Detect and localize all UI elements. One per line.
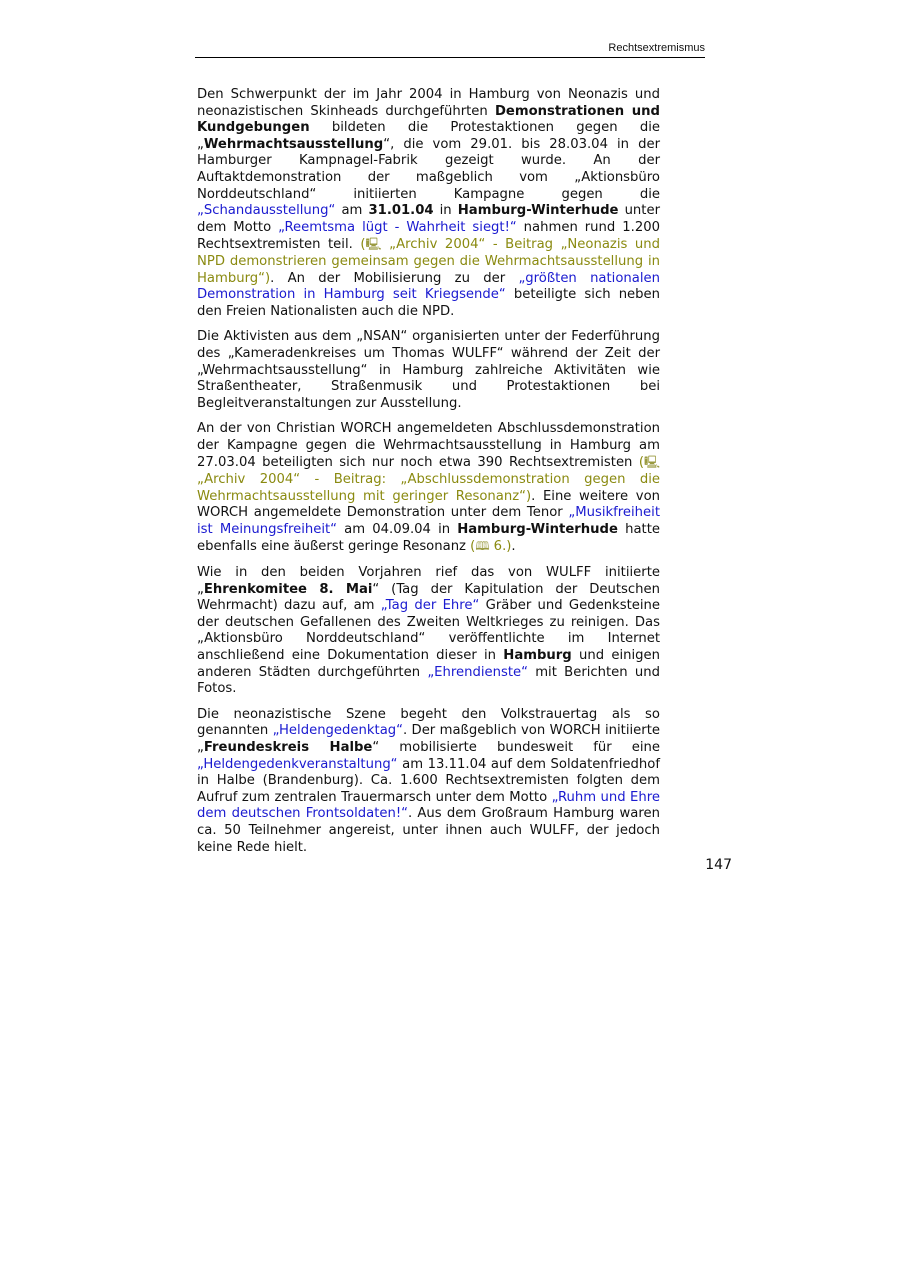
quote-link[interactable]: „Schandausstellung“: [197, 203, 336, 219]
book-icon: 🕮: [475, 539, 490, 554]
reference-text: „Archiv 2004“ - Beitrag: „Abschlussdemonstration gegen die Wehrmachtsausstellung mit geringer Resonanz“): [197, 472, 660, 504]
text: bildeten die Protestaktionen gegen die „: [197, 120, 660, 152]
text: in: [433, 203, 458, 219]
running-header: [195, 42, 705, 58]
text: mit Berichten und Fotos.: [197, 664, 660, 697]
quote-link[interactable]: „Ruhm und Ehre dem deutschen Frontsoldaten!“: [197, 789, 660, 822]
text: . Der maßgeblich von WORCH initiierte „: [197, 723, 660, 755]
bold-term: Hamburg-Winterhude: [457, 203, 619, 219]
quote-link[interactable]: „größten nationalen Demonstration in Hamburg seit Kriegsende“: [197, 270, 660, 303]
text: am 13.11.04 auf dem Soldatenfriedhof in Halbe (Brandenburg). Ca. 1.600 Rechtsextremisten folgten dem Aufruf zum zentralen Trauermarsch unter dem Motto: [197, 756, 660, 805]
text: am: [335, 203, 369, 219]
paragraph-3: [197, 421, 660, 556]
text: “, die vom 29.01. bis 28.03.04 in der Hamburger Kampnagel-Fabrik gezeigt wurde. An der Auftaktdemonstration der maßgeblich vom „Aktionsbüro Norddeutschland“ initiierten Kampagne gegen die: [197, 136, 660, 202]
text: .: [511, 539, 516, 555]
quote-link[interactable]: „Heldengedenktag“: [272, 723, 403, 739]
text: “ mobilisierte bundesweit für eine: [372, 739, 660, 755]
text: hatte ebenfalls eine äußerst geringe Resonanz: [197, 521, 660, 555]
computer-icon: 🖳: [365, 237, 382, 252]
text: Gräber und Gedenksteine der deutschen Gefallenen des Zweiten Weltkrieges zu reinigen. Das „Aktionsbüro Norddeutschland“ veröffentlichte im Internet anschließend eine Dokumentation dieser in: [197, 598, 660, 663]
text: am 04.09.04 in: [337, 521, 458, 537]
archive-reference[interactable]: (🖳 „Archiv 2004“ - Beitrag: „Abschlussdemonstration gegen die Wehrmachtsausstellung mit geringer Resonanz“): [197, 455, 660, 504]
quote-link[interactable]: „Reemtsma lügt - Wahrheit siegt!“: [278, 219, 517, 235]
computer-icon: 🖳: [643, 455, 660, 470]
text: beteiligte sich neben den Freien Nationalisten auch die NPD.: [197, 287, 661, 319]
paragraph-2: Die Aktivisten aus dem „NSAN“ organisierten unter der Federführung des „Kameradenkreises um Thomas WULFF“ während der Zeit der „Wehrmachtsausstellung“ in Hamburg zahlreiche Aktivitäten wie Straßentheater, Straßenmusik und Protestaktionen bei Begleitveranstaltungen zur Ausstellung.: [197, 329, 660, 411]
reference-text: „Archiv 2004“ - Beitrag „Neonazis und NPD demonstrieren gemeinsam gegen die Wehrmachtsausstellung in Hamburg“): [197, 237, 660, 286]
text: . Eine weitere von WORCH angemeldete Demonstration unter dem Tenor: [197, 488, 661, 521]
text: Die neonazistische Szene begeht den Volkstrauertag als so genannten: [197, 706, 660, 739]
text: Wie in den beiden Vorjahren rief das von WULFF initiierte „: [197, 565, 660, 597]
body-text: [197, 87, 660, 865]
paragraph-4: [197, 565, 660, 698]
text: und einigen anderen Städten durchgeführten: [197, 648, 661, 680]
text: . Aus dem Großraum Hamburg waren ca. 50 Teilnehmer angereist, unter ihnen auch WULFF, der jedoch keine Rede hielt.: [197, 806, 660, 855]
archive-reference[interactable]: (🖳 „Archiv 2004“ - Beitrag „Neonazis und NPD demonstrieren gemeinsam gegen die Wehrmachtsausstellung in Hamburg“): [197, 237, 660, 286]
chapter-reference[interactable]: (🕮 6.): [470, 539, 512, 555]
paragraph-5: [197, 707, 660, 856]
page-number: 147: [705, 857, 732, 873]
paragraph-1: [197, 87, 660, 320]
bold-term: Hamburg-Winterhude: [457, 521, 618, 537]
text: nahmen rund 1.200 Rechtsextremisten teil.: [197, 219, 660, 253]
bold-term: 31.01.04: [368, 203, 434, 219]
text: “ (Tag der Kapitulation der Deutschen Wehrmacht) dazu auf, am: [197, 581, 660, 614]
text: unter dem Motto: [197, 203, 660, 235]
quote-link[interactable]: „Musikfreiheit ist Meinungsfreiheit“: [197, 505, 660, 537]
reference-text: 6.): [489, 539, 512, 555]
quote-link[interactable]: „Tag der Ehre“: [380, 598, 480, 614]
text: An der von Christian WORCH angemeldeten Abschlussdemonstration der Kampagne gegen die Wehrmachtsausstellung in Hamburg am 27.03.04 beteiligten sich nur noch etwa 390 Rechtsextremisten: [197, 421, 660, 471]
bold-term: Hamburg: [503, 648, 572, 663]
bold-term: Demonstrationen und Kundgebungen: [197, 103, 660, 136]
quote-link[interactable]: „Ehrendienste“: [427, 664, 528, 680]
bold-term: Wehrmachtsausstellung: [203, 136, 384, 152]
header-title: Rechtsextremismus: [608, 42, 705, 54]
text: Den Schwerpunkt der im Jahr 2004 in Hamburg von Neonazis und neonazistischen Skinheads durchgeführten: [197, 87, 660, 119]
text: . An der Mobilisierung zu der: [270, 270, 519, 286]
quote-link[interactable]: „Heldengedenkveranstaltung“: [197, 756, 398, 772]
bold-term: Ehrenkomitee 8. Mai: [203, 581, 373, 597]
bold-term: Freundeskreis Halbe: [203, 739, 373, 755]
